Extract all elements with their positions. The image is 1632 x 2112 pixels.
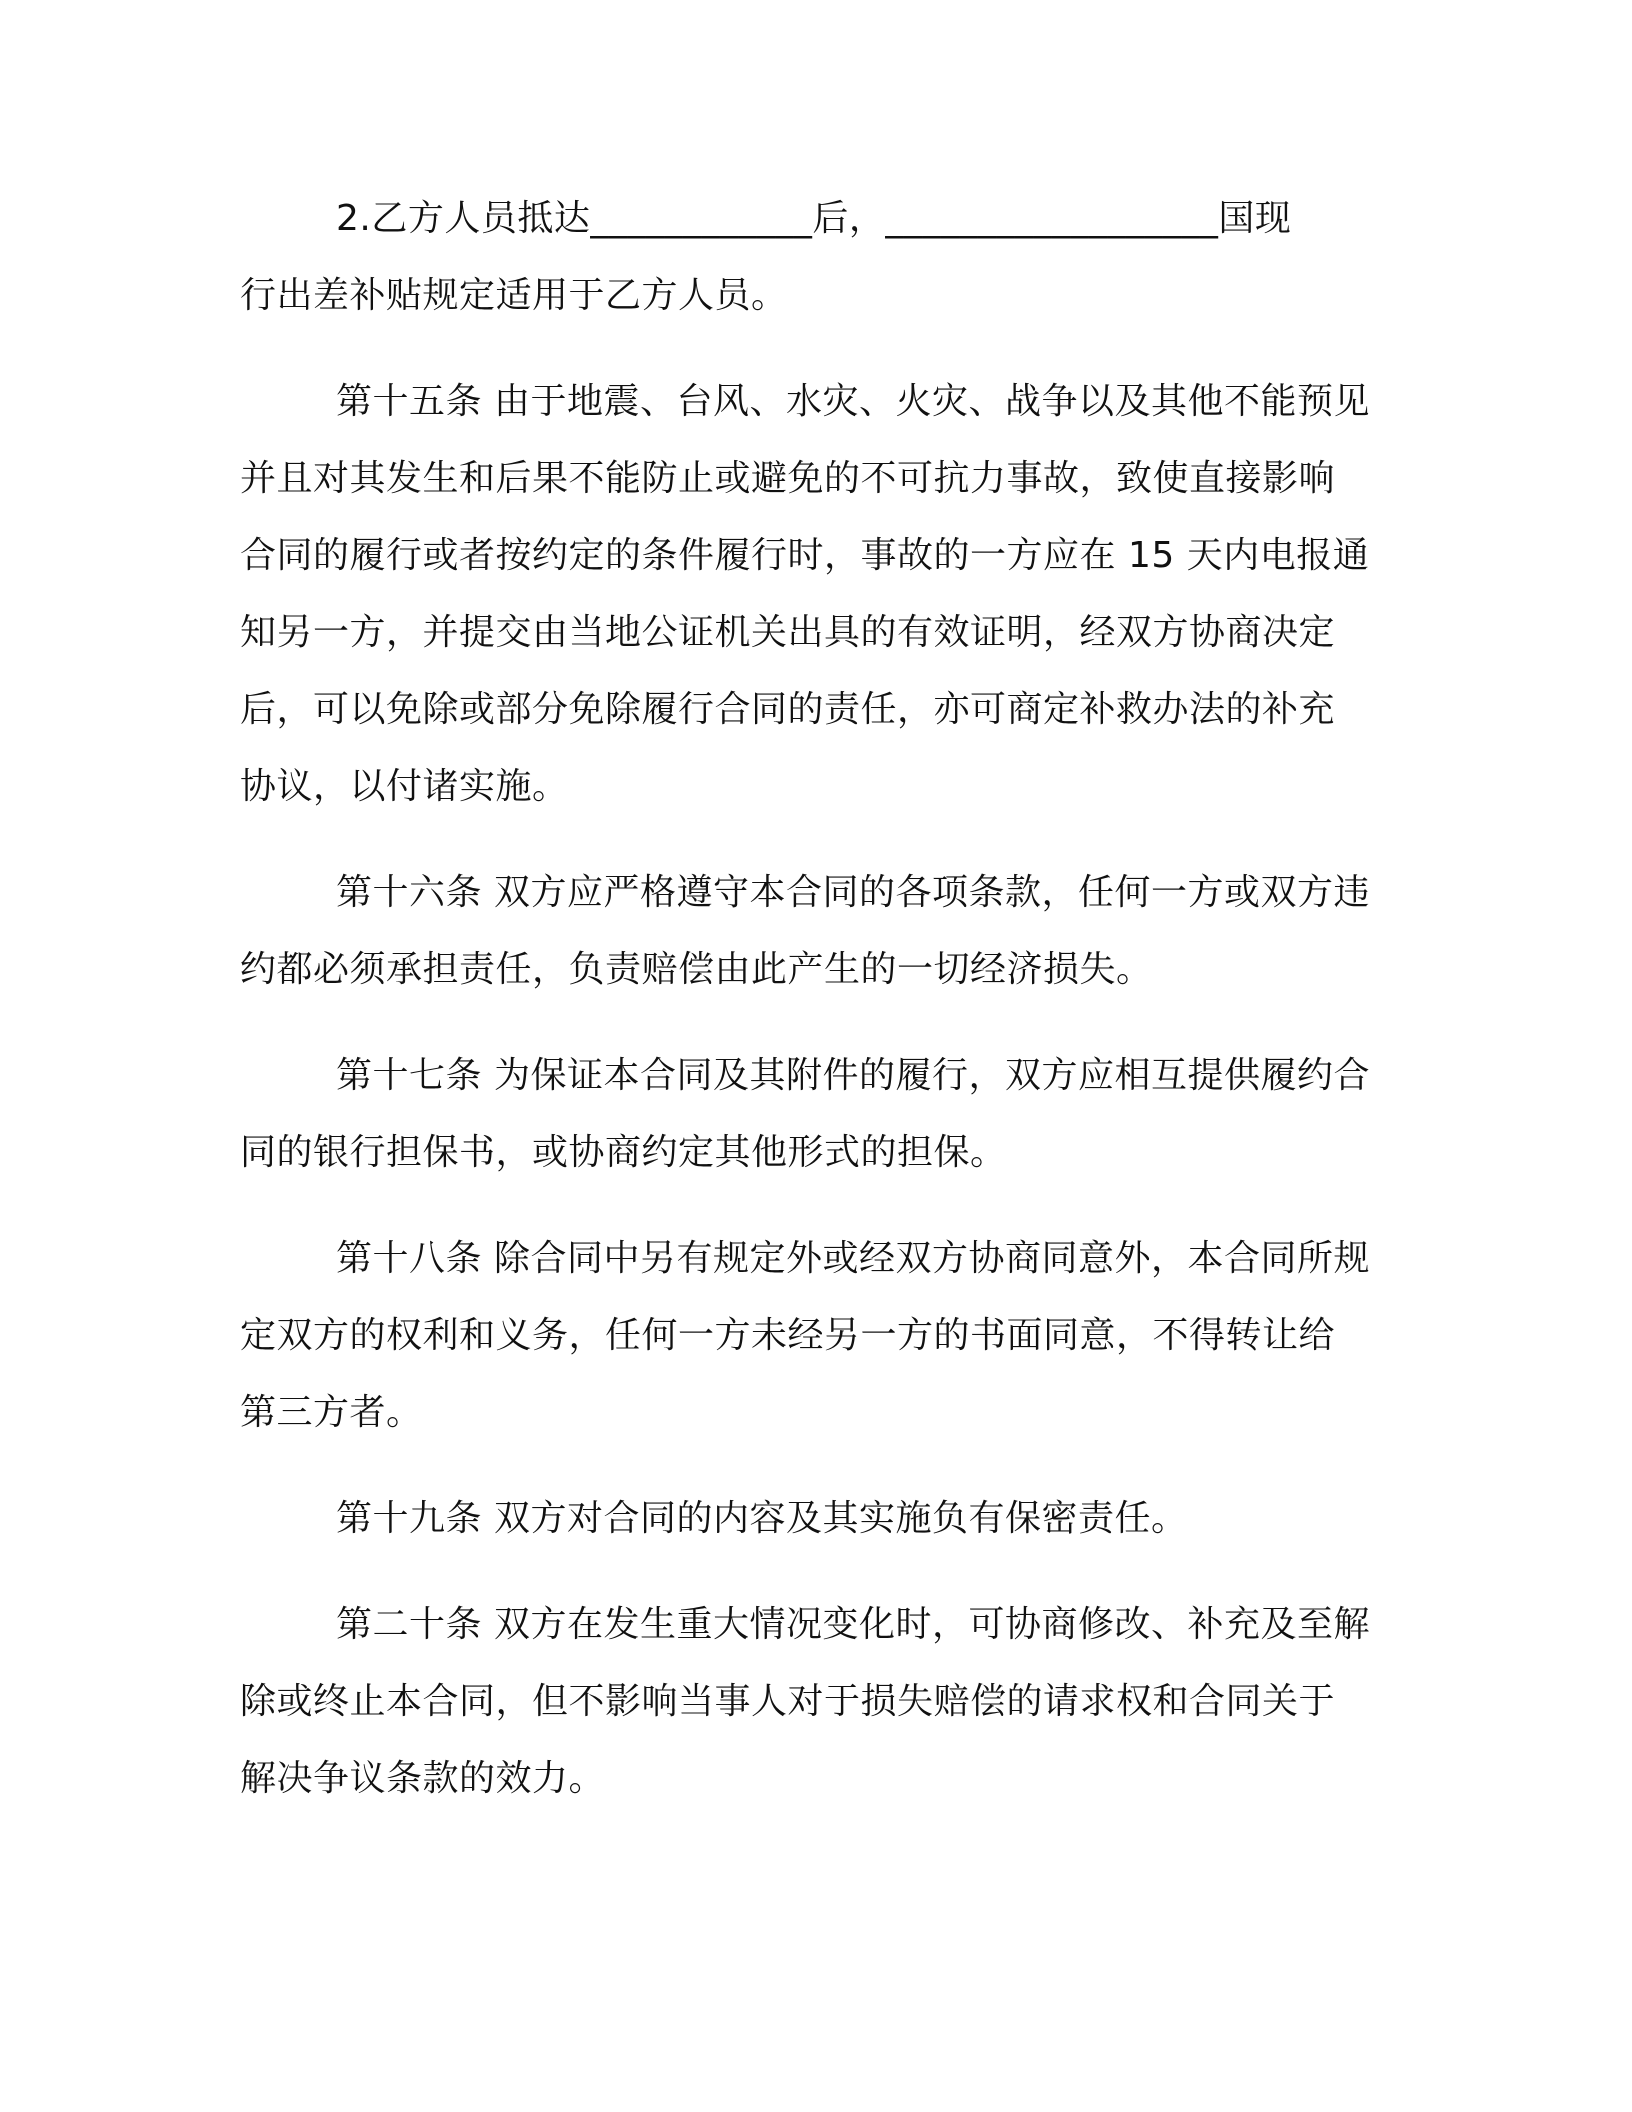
paragraph-article-16 bbox=[240, 854, 1390, 1008]
paragraph-line: 约都必须承担责任，负责赔偿由此产生的一切经济损失。 bbox=[240, 949, 1153, 990]
paragraph-item-2 bbox=[240, 180, 1390, 334]
paragraph-line: 第十九条 双方对合同的内容及其实施负有保密责任。 bbox=[336, 1498, 1188, 1539]
paragraph-line: 第十八条 除合同中另有规定外或经双方协商同意外，本合同所规 bbox=[336, 1238, 1370, 1279]
paragraph-line: 解决争议条款的效力。 bbox=[240, 1758, 606, 1799]
paragraph-article-15 bbox=[240, 363, 1390, 825]
paragraph-line: 协议，以付诸实施。 bbox=[240, 766, 569, 807]
paragraph-line: 合同的履行或者按约定的条件履行时，事故的一方应在 15 天内电报通 bbox=[240, 535, 1370, 576]
paragraph-article-18 bbox=[240, 1220, 1390, 1451]
paragraph-line: 定双方的权利和义务，任何一方未经另一方的书面同意，不得转让给 bbox=[240, 1315, 1336, 1356]
paragraph-line: 2.乙方人员抵达____________后，__________________国现 bbox=[336, 198, 1292, 239]
paragraph-article-17 bbox=[240, 1037, 1390, 1191]
paragraph-article-20 bbox=[240, 1586, 1390, 1817]
paragraph-line: 同的银行担保书，或协商约定其他形式的担保。 bbox=[240, 1132, 1007, 1173]
paragraph-line: 第三方者。 bbox=[240, 1392, 423, 1433]
paragraph-line: 除或终止本合同，但不影响当事人对于损失赔偿的请求权和合同关于 bbox=[240, 1681, 1336, 1722]
paragraph-line: 后，可以免除或部分免除履行合同的责任，亦可商定补救办法的补充 bbox=[240, 689, 1336, 730]
paragraph-line: 第十六条 双方应严格遵守本合同的各项条款，任何一方或双方违 bbox=[336, 872, 1370, 913]
paragraph-line: 第十五条 由于地震、台风、水灾、火灾、战争以及其他不能预见 bbox=[336, 381, 1370, 422]
paragraph-line: 并且对其发生和后果不能防止或避免的不可抗力事故，致使直接影响 bbox=[240, 458, 1336, 499]
paragraph-line: 第二十条 双方在发生重大情况变化时，可协商修改、补充及至解 bbox=[336, 1604, 1370, 1645]
paragraph-line: 行出差补贴规定适用于乙方人员。 bbox=[240, 275, 788, 316]
paragraph-line: 第十七条 为保证本合同及其附件的履行，双方应相互提供履约合 bbox=[336, 1055, 1370, 1096]
document-body bbox=[240, 180, 1390, 1846]
paragraph-line: 知另一方，并提交由当地公证机关出具的有效证明，经双方协商决定 bbox=[240, 612, 1336, 653]
paragraph-article-19 bbox=[240, 1480, 1390, 1557]
